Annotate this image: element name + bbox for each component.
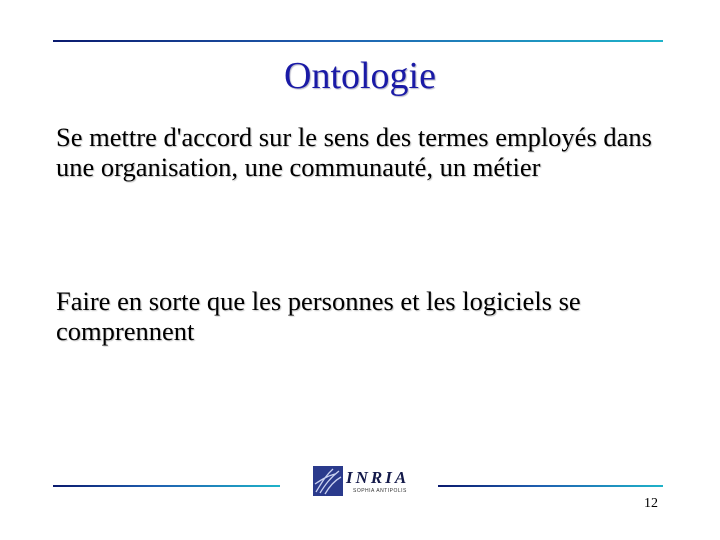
top-divider — [53, 40, 663, 42]
bullet-paragraph: Se mettre d'accord sur le sens des termes employés dans une organisation, une communauté, un métier — [56, 122, 652, 182]
logo-text: INRIA — [346, 468, 410, 487]
inria-logo — [313, 466, 423, 498]
bullet-paragraph: Faire en sorte que les personnes et les logiciels se comprennent — [56, 286, 581, 346]
footer-divider-right — [438, 485, 663, 487]
inria-emblem-icon — [313, 466, 343, 496]
page-number: 12 — [644, 496, 658, 511]
slide-title: Ontologie — [284, 55, 436, 97]
footer-divider-left — [53, 485, 280, 487]
logo-subtext: SOPHIA ANTIPOLIS — [353, 488, 407, 494]
